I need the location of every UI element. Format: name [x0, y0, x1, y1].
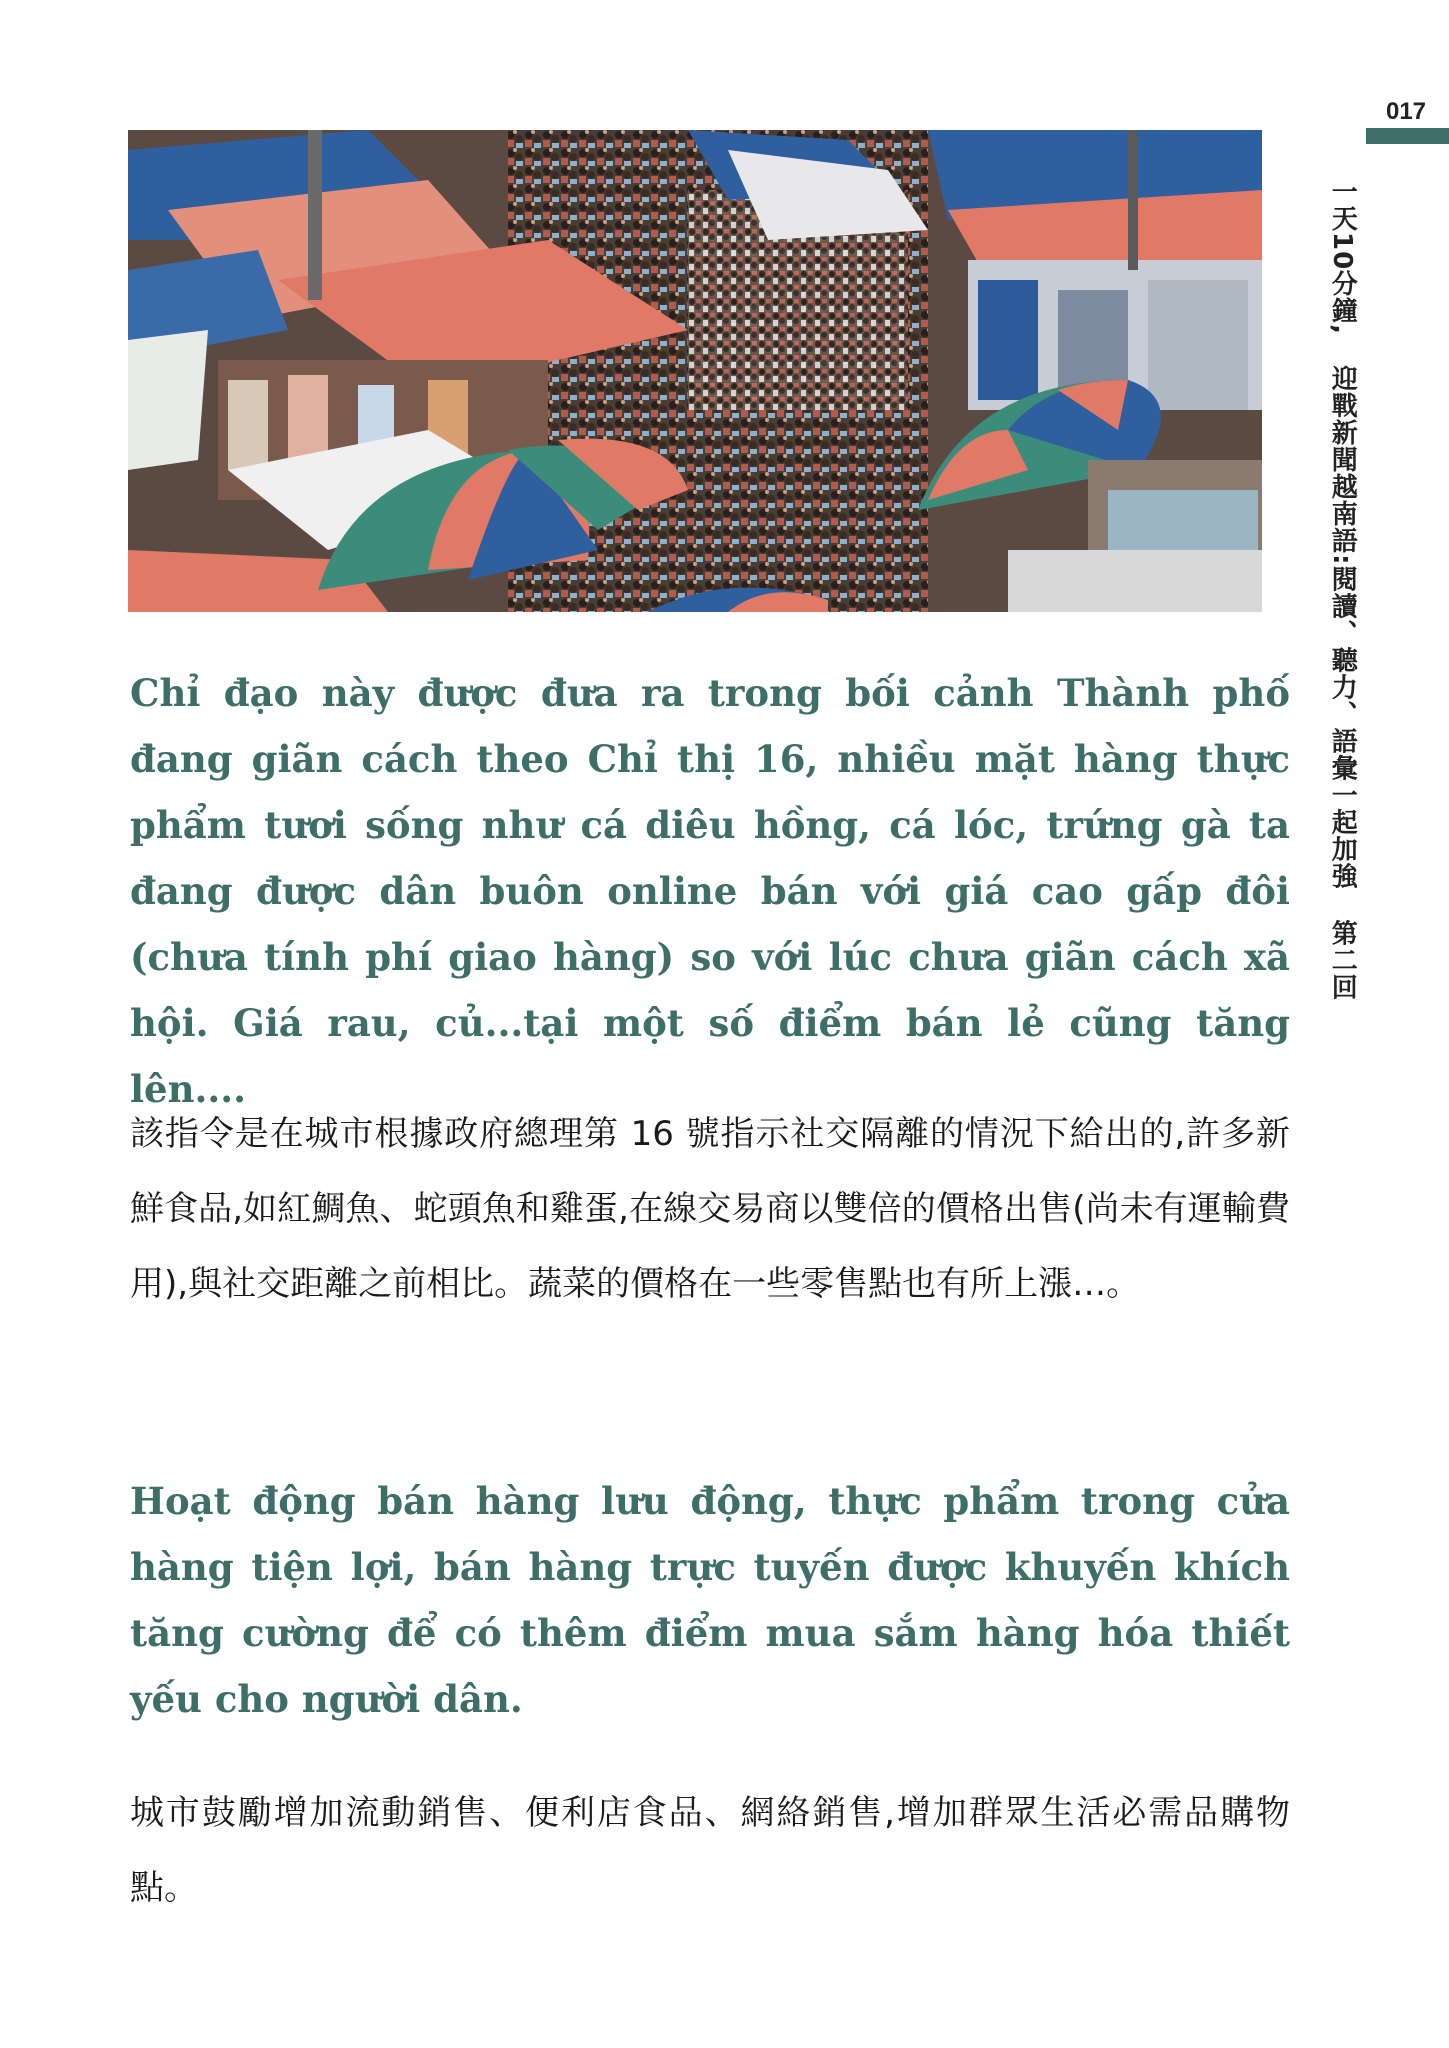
side-title-part-2: 迎戰新聞越南語:閱讀、聽力、語彙一起加強 — [1327, 365, 1358, 890]
market-photo-illustration — [128, 130, 1262, 612]
street-market-photo — [128, 130, 1262, 612]
vietnamese-paragraph-2: Hoạt động bán hàng lưu động, thực phẩm trong cửa hàng tiện lợi, bán hàng trực tuyến được khuyến khích tăng cường để có thêm điểm mua sắm hàng hóa thiết yếu cho người dân. — [130, 1479, 1290, 1721]
page-number: 017 — [1385, 98, 1427, 125]
side-title-part-1: 一天10分鐘, — [1327, 178, 1358, 336]
vietnamese-paragraph-1: Chỉ đạo này được đưa ra trong bối cảnh Thành phố đang giãn cách theo Chỉ thị 16, nhiều mặt hàng thực phẩm tươi sống như cá diêu hồng, cá lóc, trứng gà ta đang được dân buôn online bán với giá cao gấp đôi (chưa tính phí giao hàng) so với lúc chưa giãn cách xã hội. Giá rau, củ...tại một số điểm bán lẻ cũng tăng lên.... — [130, 671, 1290, 1111]
page-number-bar — [1366, 128, 1449, 144]
side-running-title — [1326, 178, 1357, 1238]
side-title-part-3: 第二回 — [1327, 919, 1358, 1001]
chinese-paragraph-1: 該指令是在城市根據政府總理第 16 號指示社交隔離的情況下給出的,許多新鮮食品,如紅鯛魚、蛇頭魚和雞蛋,在線交易商以雙倍的價格出售(尚未有運輸費用),與社交距離之前相比。蔬菜的價格在一些零售點也有所上漲…。 — [130, 1114, 1290, 1304]
chinese-paragraph-2: 城市鼓勵增加流動銷售、便利店食品、網絡銷售,增加群眾生活必需品購物點。 — [130, 1793, 1290, 1908]
